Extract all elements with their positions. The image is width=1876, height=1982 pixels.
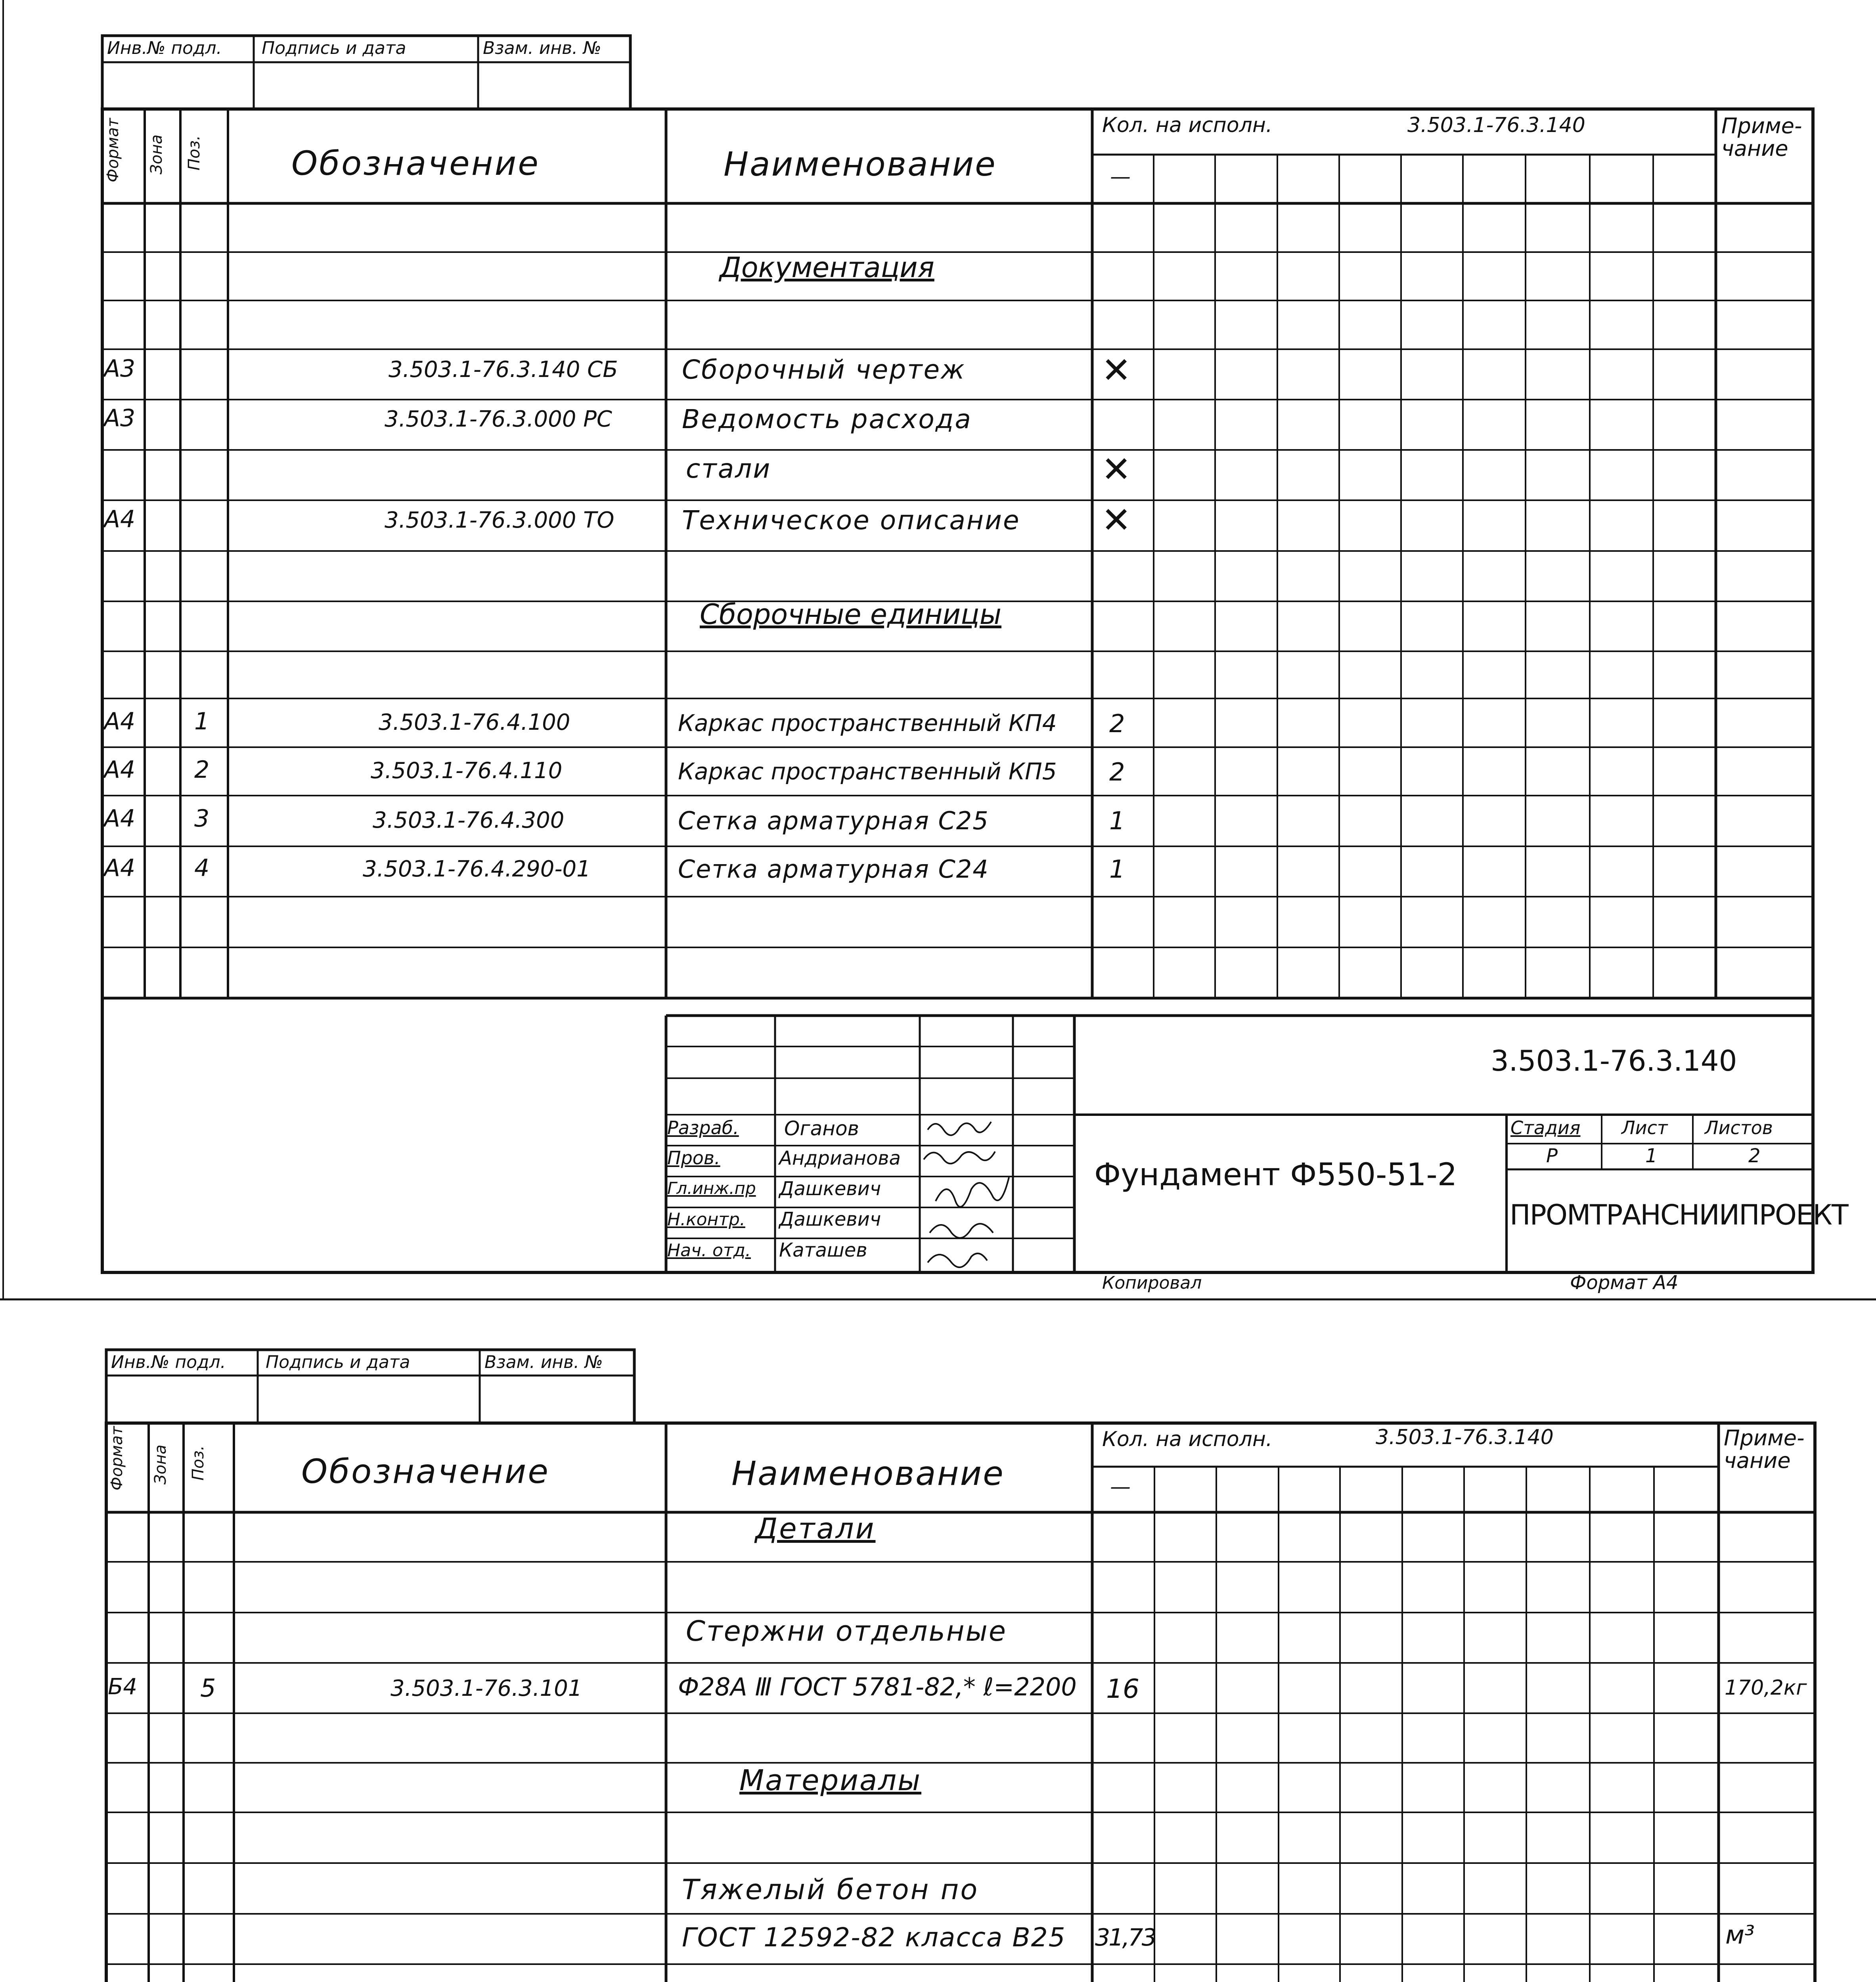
role-label: Разраб. xyxy=(667,1117,739,1138)
col-zone-header: Зона xyxy=(151,1444,170,1485)
row-designation: 3.503.1-76.4.110 xyxy=(371,758,563,784)
doc-code-header: 3.503.1-76.3.140 xyxy=(1407,113,1585,137)
col-name-header: Наименование xyxy=(724,145,997,184)
col-note-header: Приме- чание xyxy=(1721,113,1802,161)
row-name: Тяжелый бетон по xyxy=(682,1873,979,1906)
row-qty: 1 xyxy=(1109,806,1125,835)
title-block-title: Фундамент Ф550-51-2 xyxy=(1094,1157,1457,1193)
organization: ПРОМТРАНСНИИПРОЕКТ xyxy=(1510,1199,1848,1231)
col-name-header: Наименование xyxy=(731,1454,1005,1493)
role-label: Нач. отд. xyxy=(667,1240,751,1261)
row-qty: 1 xyxy=(1109,855,1125,884)
sheet-value: 1 xyxy=(1645,1145,1658,1167)
row-pos: 1 xyxy=(194,708,210,735)
section-docs: Документация xyxy=(720,251,934,284)
col-designation-header: Обозначение xyxy=(291,144,540,183)
row-note: м³ xyxy=(1725,1921,1755,1950)
row-note: 170,2кг xyxy=(1725,1676,1807,1700)
row-name: Сетка арматурная С24 xyxy=(678,855,989,884)
row-pos: 2 xyxy=(194,756,210,784)
stamp-sign-label: Подпись и дата xyxy=(262,38,406,58)
row-format: А4 xyxy=(104,708,136,735)
person-name: Каташев xyxy=(779,1239,867,1261)
row-designation: 3.503.1-76.3.101 xyxy=(391,1676,582,1701)
stage-label: Стадия xyxy=(1510,1117,1581,1138)
col-format-header: Формат xyxy=(104,118,122,182)
col-zone-header: Зона xyxy=(147,134,166,174)
qty-dash: — xyxy=(1110,165,1131,189)
row-pos: 4 xyxy=(194,854,210,882)
stamp-replace-label: Взам. инв. № xyxy=(484,1352,603,1372)
row-designation: 3.503.1-76.4.100 xyxy=(379,710,570,735)
row-designation: 3.503.1-76.3.000 РС xyxy=(385,406,612,432)
row-designation: 3.503.1-76.4.300 xyxy=(373,807,565,833)
stage-value: Р xyxy=(1546,1145,1558,1167)
row-designation: 3.503.1-76.3.000 ТО xyxy=(385,507,614,533)
col-note-header: Приме- чание xyxy=(1724,1425,1805,1473)
person-name: Андрианова xyxy=(779,1147,901,1169)
row-name: Сетка арматурная С25 xyxy=(678,806,989,835)
qty-dash: — xyxy=(1110,1475,1131,1499)
col-qty-header: Кол. на исполн. xyxy=(1102,1427,1273,1451)
stamp-inv-label: Инв.№ подл. xyxy=(107,38,222,58)
row-designation: 3.503.1-76.4.290-01 xyxy=(363,856,591,882)
row-name: Техническое описание xyxy=(682,505,1020,536)
section-details: Детали xyxy=(755,1512,876,1545)
stamp-sign-label: Подпись и дата xyxy=(266,1352,410,1372)
row-format: А4 xyxy=(104,505,136,533)
row-name: Каркас пространственный КП4 xyxy=(678,710,1057,737)
row-qty: ✕ xyxy=(1101,350,1131,391)
row-name: Каркас пространственный КП5 xyxy=(678,758,1057,785)
row-qty: ✕ xyxy=(1101,449,1131,490)
row-pos: 3 xyxy=(194,805,210,832)
col-pos-header: Поз. xyxy=(185,135,203,170)
role-label: Гл.инж.пр xyxy=(667,1178,756,1198)
row-format: А4 xyxy=(104,854,136,882)
row-format: А4 xyxy=(104,756,136,784)
stamp-replace-label: Взам. инв. № xyxy=(483,38,601,58)
person-name: Дашкевич xyxy=(779,1178,881,1200)
row-format: Б4 xyxy=(108,1674,138,1700)
col-qty-header: Кол. на исполн. xyxy=(1102,113,1273,137)
row-name: Ф28А Ⅲ ГОСТ 5781-82,* ℓ=2200 xyxy=(678,1672,1077,1701)
row-qty: 16 xyxy=(1106,1674,1139,1704)
section-assemblies: Сборочные единицы xyxy=(700,598,1001,631)
copied-label: Копировал xyxy=(1102,1273,1202,1293)
row-format: А3 xyxy=(104,355,136,383)
person-name: Дашкевич xyxy=(779,1208,881,1230)
row-qty: 2 xyxy=(1109,709,1125,738)
title-block-code: 3.503.1-76.3.140 xyxy=(1491,1044,1737,1077)
doc-code-header: 3.503.1-76.3.140 xyxy=(1376,1425,1554,1449)
row-designation: 3.503.1-76.3.140 СБ xyxy=(389,357,618,383)
row-name: ГОСТ 12592-82 класса В25 xyxy=(682,1922,1066,1953)
person-name: Оганов xyxy=(784,1117,860,1140)
format-label: Формат А4 xyxy=(1570,1272,1679,1294)
role-label: Н.контр. xyxy=(667,1209,745,1230)
row-name: Стержни отдельные xyxy=(686,1615,1007,1647)
section-materials: Материалы xyxy=(739,1764,921,1797)
row-qty: ✕ xyxy=(1101,499,1131,541)
row-name: Ведомость расхода xyxy=(682,404,972,434)
col-format-header: Формат xyxy=(108,1426,126,1490)
sheets-label: Листов xyxy=(1705,1117,1773,1138)
stamp-inv-label: Инв.№ подл. xyxy=(111,1352,226,1372)
row-name: Сборочный чертеж xyxy=(682,354,966,385)
role-label: Пров. xyxy=(667,1147,720,1169)
row-qty: 31,73 xyxy=(1095,1924,1155,1951)
sheets-value: 2 xyxy=(1748,1145,1761,1167)
row-pos: 5 xyxy=(200,1674,216,1703)
row-format: А4 xyxy=(104,805,136,832)
sheet-label: Лист xyxy=(1621,1117,1668,1138)
row-name: стали xyxy=(686,453,771,484)
row-format: А3 xyxy=(104,404,136,432)
row-qty: 2 xyxy=(1109,758,1125,786)
col-designation-header: Обозначение xyxy=(301,1452,550,1491)
col-pos-header: Поз. xyxy=(189,1445,207,1481)
